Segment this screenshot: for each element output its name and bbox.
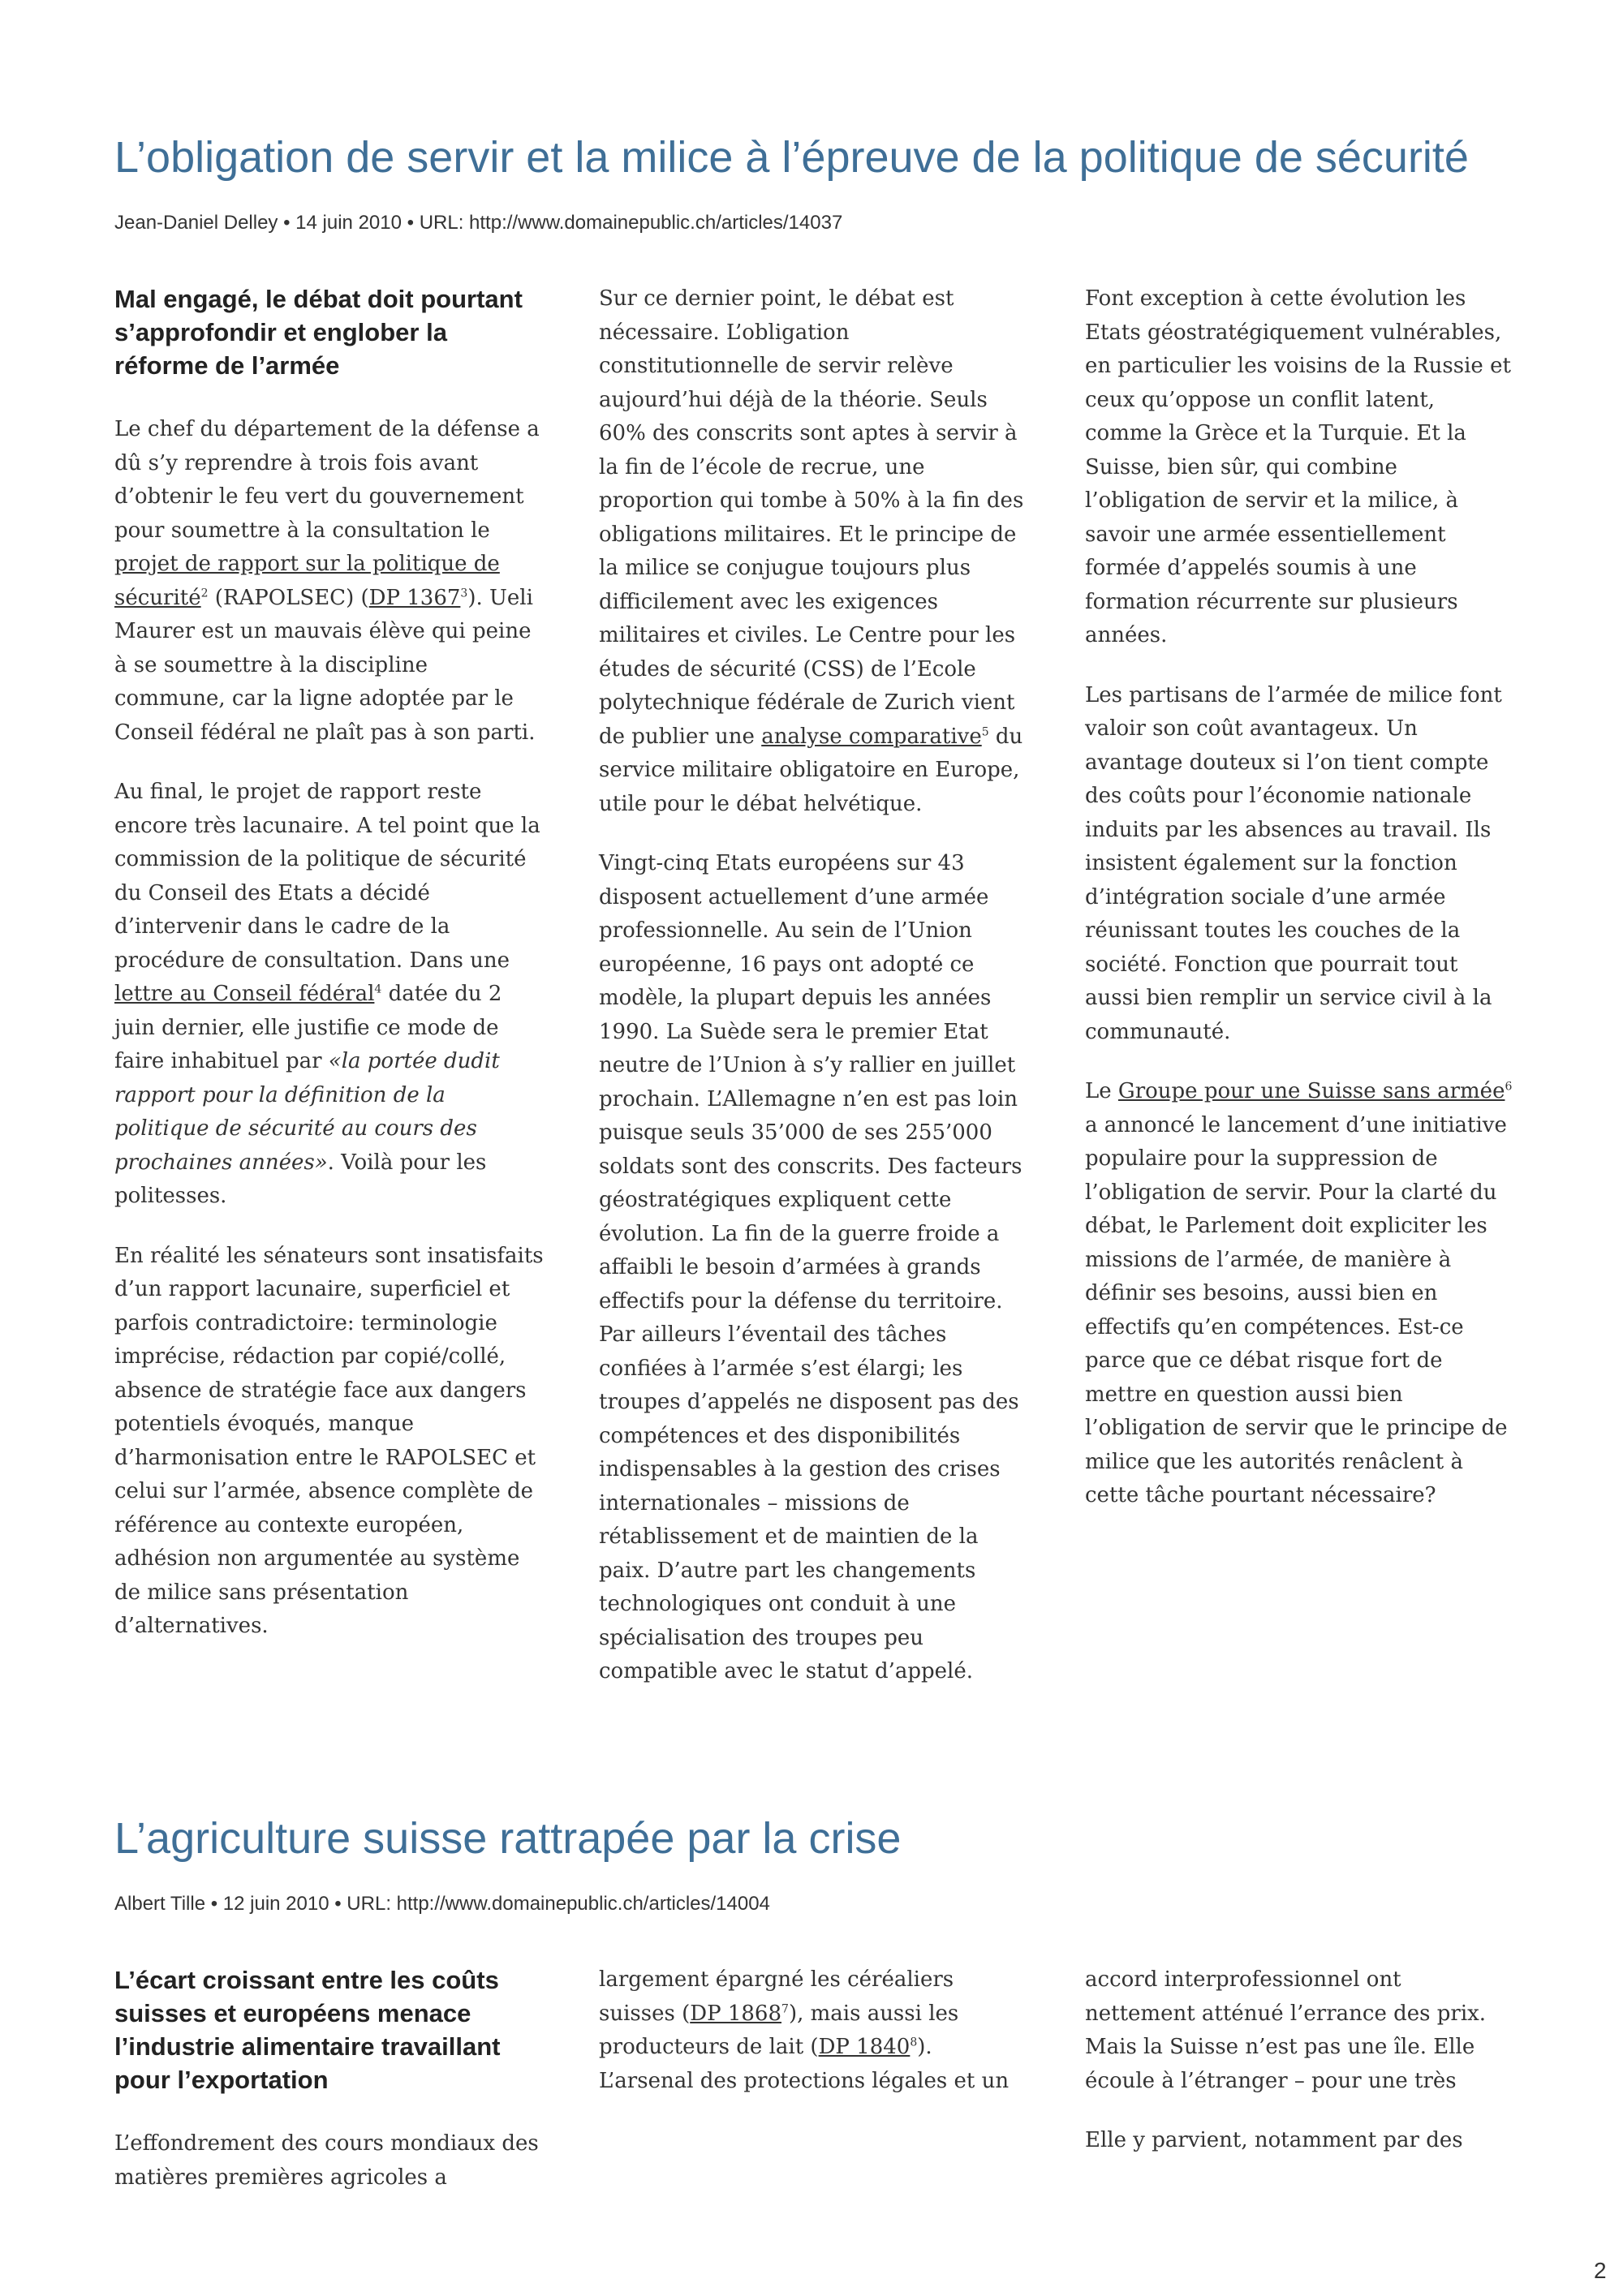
paragraph: largement épargné les céréaliers suisses (DP 1868$^7$), mais aussi les producteurs de lait (DP 1840$^8$). L’arsenal des protections légales et un [599, 1967, 1010, 2093]
footnote-ref: 7 [781, 2001, 789, 2015]
dp1840-link[interactable]: DP 1840 [818, 2035, 911, 2059]
paragraph: En réalité les sénateurs sont insatisfaits d’un rapport lacunaire, superficiel et parfois contradictoire: terminologie imprécise, rédaction par copié/collé, absence de stratégie face aux dangers potentiels évoqués, manque d’harmonisation entre le RAPOLSEC et celui sur l’armée, absence complète de référence au contexte européen, adhésion non argumentée au système de milice sans présentation d’alternatives. [114, 1243, 544, 1638]
paragraph: accord interprofessionnel ont nettement atténué l’errance des prix. Mais la Suisse n’est pas une île. Elle écoule à l’étranger – pour une très [1085, 1967, 1487, 2093]
footnote-ref: 8 [910, 2036, 918, 2049]
column-1 [114, 1963, 545, 2221]
article-military-service [114, 122, 1513, 1683]
column-3 [1085, 282, 1515, 1539]
article-lead: L’écart croissant entre les coûts suisses et européens menace l’industrie alimentaire travaillant pour l’exportation [114, 1966, 501, 2094]
paragraph: Vingt-cinq Etats européens sur 43 disposent actuellement d’une armée professionnelle. Au sein de l’Union européenne, 16 pays ont adopté ce modèle, la plupart depuis les années 1990. La Suède sera le premier Etat neutre de l’Union à s’y rallier en juillet prochain. L’Allemagne n’en est pas loin puisque seuls 35’000 de ses 255’000 soldats sont des conscrits. Des facteurs géostratégiques expliquent cette évolution. La fin de la guerre froide a affaibli le besoin d’armées à grands effectifs pour la défense du territoire. Par ailleurs l’éventail des tâches confiées à l’armée s’est élargi; les troupes d’appelés ne disposent pas des compétences et des disponibilités indispensables à la gestion des crises internationales – missions de rétablissement et de maintien de la paix. D’autre part les changements technologiques ont conduit à une spécialisation des troupes peu compatible avec le statut d’appelé. [599, 851, 1022, 1683]
dp1367-link[interactable]: DP 1367 [368, 585, 461, 610]
article-title: L’obligation de servir et la milice à l’épreuve de la politique de sécurité [114, 133, 1469, 182]
footnote-ref: 6 [1505, 1080, 1513, 1094]
column-2 [599, 282, 1029, 1715]
paragraph: Le Groupe pour une Suisse sans armée$^6$ a annoncé le lancement d’une initiative populaire pour la suppression de l’obligation de servir. Pour la clarté du débat, le Parlement doit expliciter les missions de l’armée, de manière à définir ses besoins, aussi bien en effectifs qu’en compétences. Est-ce parce que ce débat risque fort de mettre en question aussi bien l’obligation de servir que le principe de milice que les autorités renâclent à cette tâche pourtant nécessaire? [1085, 1079, 1513, 1507]
footnote-ref: 3 [460, 586, 468, 600]
article-agriculture [114, 1803, 1510, 2190]
article-meta: Jean-Daniel Delley • 14 juin 2010 • URL: http://www.domainepublic.ch/articles/14037 [114, 212, 843, 234]
letter-link[interactable]: lettre au Conseil fédéral [114, 982, 375, 1006]
column-2 [599, 1963, 1029, 2124]
footnote-ref: 2 [200, 586, 209, 600]
paragraph: Sur ce dernier point, le débat est nécessaire. L’obligation constitutionnelle de servir relève aujourd’hui déjà de la théorie. Seuls 60% des conscrits sont aptes à servir à la fin de l’école de recrue, une proportion qui tombe à 50% à la fin des obligations militaires. Et le principe de la milice se conjugue toujours plus difficilement avec les exigences militaires et civiles. Le Centre pour les études de sécurité (CSS) de l’Ecole polytechnique fédérale de Zurich vient de publier une analyse comparative$^5$ du service militaire obligatoire en Europe, utile pour le débat helvétique. [599, 286, 1024, 816]
paragraph: Le chef du département de la défense a dû s’y reprendre à trois fois avant d’obtenir le feu vert du gouvernement pour soumettre à la consultation le projet de rapport sur la politique de sécurité$^2$ (RAPOLSEC) (DP 1367$^3$). Ueli Maurer est un mauvais élève qui peine à se soumettre à la discipline commune, car la ligne adoptée par le Conseil fédéral ne plaît pas à son parti. [114, 417, 540, 745]
paragraph: Font exception à cette évolution les Etats géostratégiquement vulnérables, en particulier les voisins de la Russie et ceux qu’oppose un conflit latent, comme la Grèce et la Turquie. Et la Suisse, bien sûr, qui combine l’obligation de servir et la milice, à savoir une armée essentiellement formée d’appelés soumis à une formation récurrente sur plusieurs années. [1085, 286, 1511, 647]
article-meta: Albert Tille • 12 juin 2010 • URL: http://www.domainepublic.ch/articles/14004 [114, 1893, 770, 1915]
dp1868-link[interactable]: DP 1868 [690, 2001, 782, 2026]
article-title: L’agriculture suisse rattrapée par la crise [114, 1814, 902, 1863]
footnote-ref: 4 [374, 982, 382, 996]
comparative-analysis-link[interactable]: analyse comparative [761, 724, 982, 749]
column-3 [1085, 1963, 1515, 2184]
paragraph: Les partisans de l’armée de milice font valoir son coût avantageux. Un avantage douteux si l’on tient compte des coûts pour l’économie nationale induits par les absences au travail. Ils insistent également sur la fonction d’intégration sociale d’une armée réunissant toutes les couches de la société. Fonction que pourrait tout aussi bien remplir un service civil à la communauté. [1085, 682, 1502, 1044]
article-lead: Mal engagé, le débat doit pourtant s’approfondir et englober la réforme de l’armée [114, 285, 523, 380]
paragraph: Au final, le projet de rapport reste encore très lacunaire. A tel point que la commission de la politique de sécurité du Conseil des Etats a décidé d’intervenir dans le cadre de la procédure de consultation. Dans une lettre au Conseil fédéral$^4$ datée du 2 juin dernier, elle justifie ce mode de faire inhabituel par «la portée dudit rapport pour la définition de la politique de sécurité au cours des prochaines années». Voilà pour les politesses. [114, 780, 540, 1208]
quote: «la portée dudit rapport pour la définition de la politique de sécurité au cours des prochaines années» [114, 1049, 500, 1175]
gssa-link[interactable]: Groupe pour une Suisse sans armée [1117, 1079, 1505, 1103]
rapolsec-link[interactable]: projet de rapport sur la politique de sécurité [114, 552, 500, 610]
paragraph: L’effondrement des cours mondiaux des matières premières agricoles a [114, 2131, 539, 2190]
paragraph: Elle y parvient, notamment par des [1085, 2128, 1463, 2152]
page-number: 2 [1594, 2258, 1607, 2283]
column-1 [114, 282, 545, 1670]
footnote-ref: 5 [981, 724, 989, 738]
